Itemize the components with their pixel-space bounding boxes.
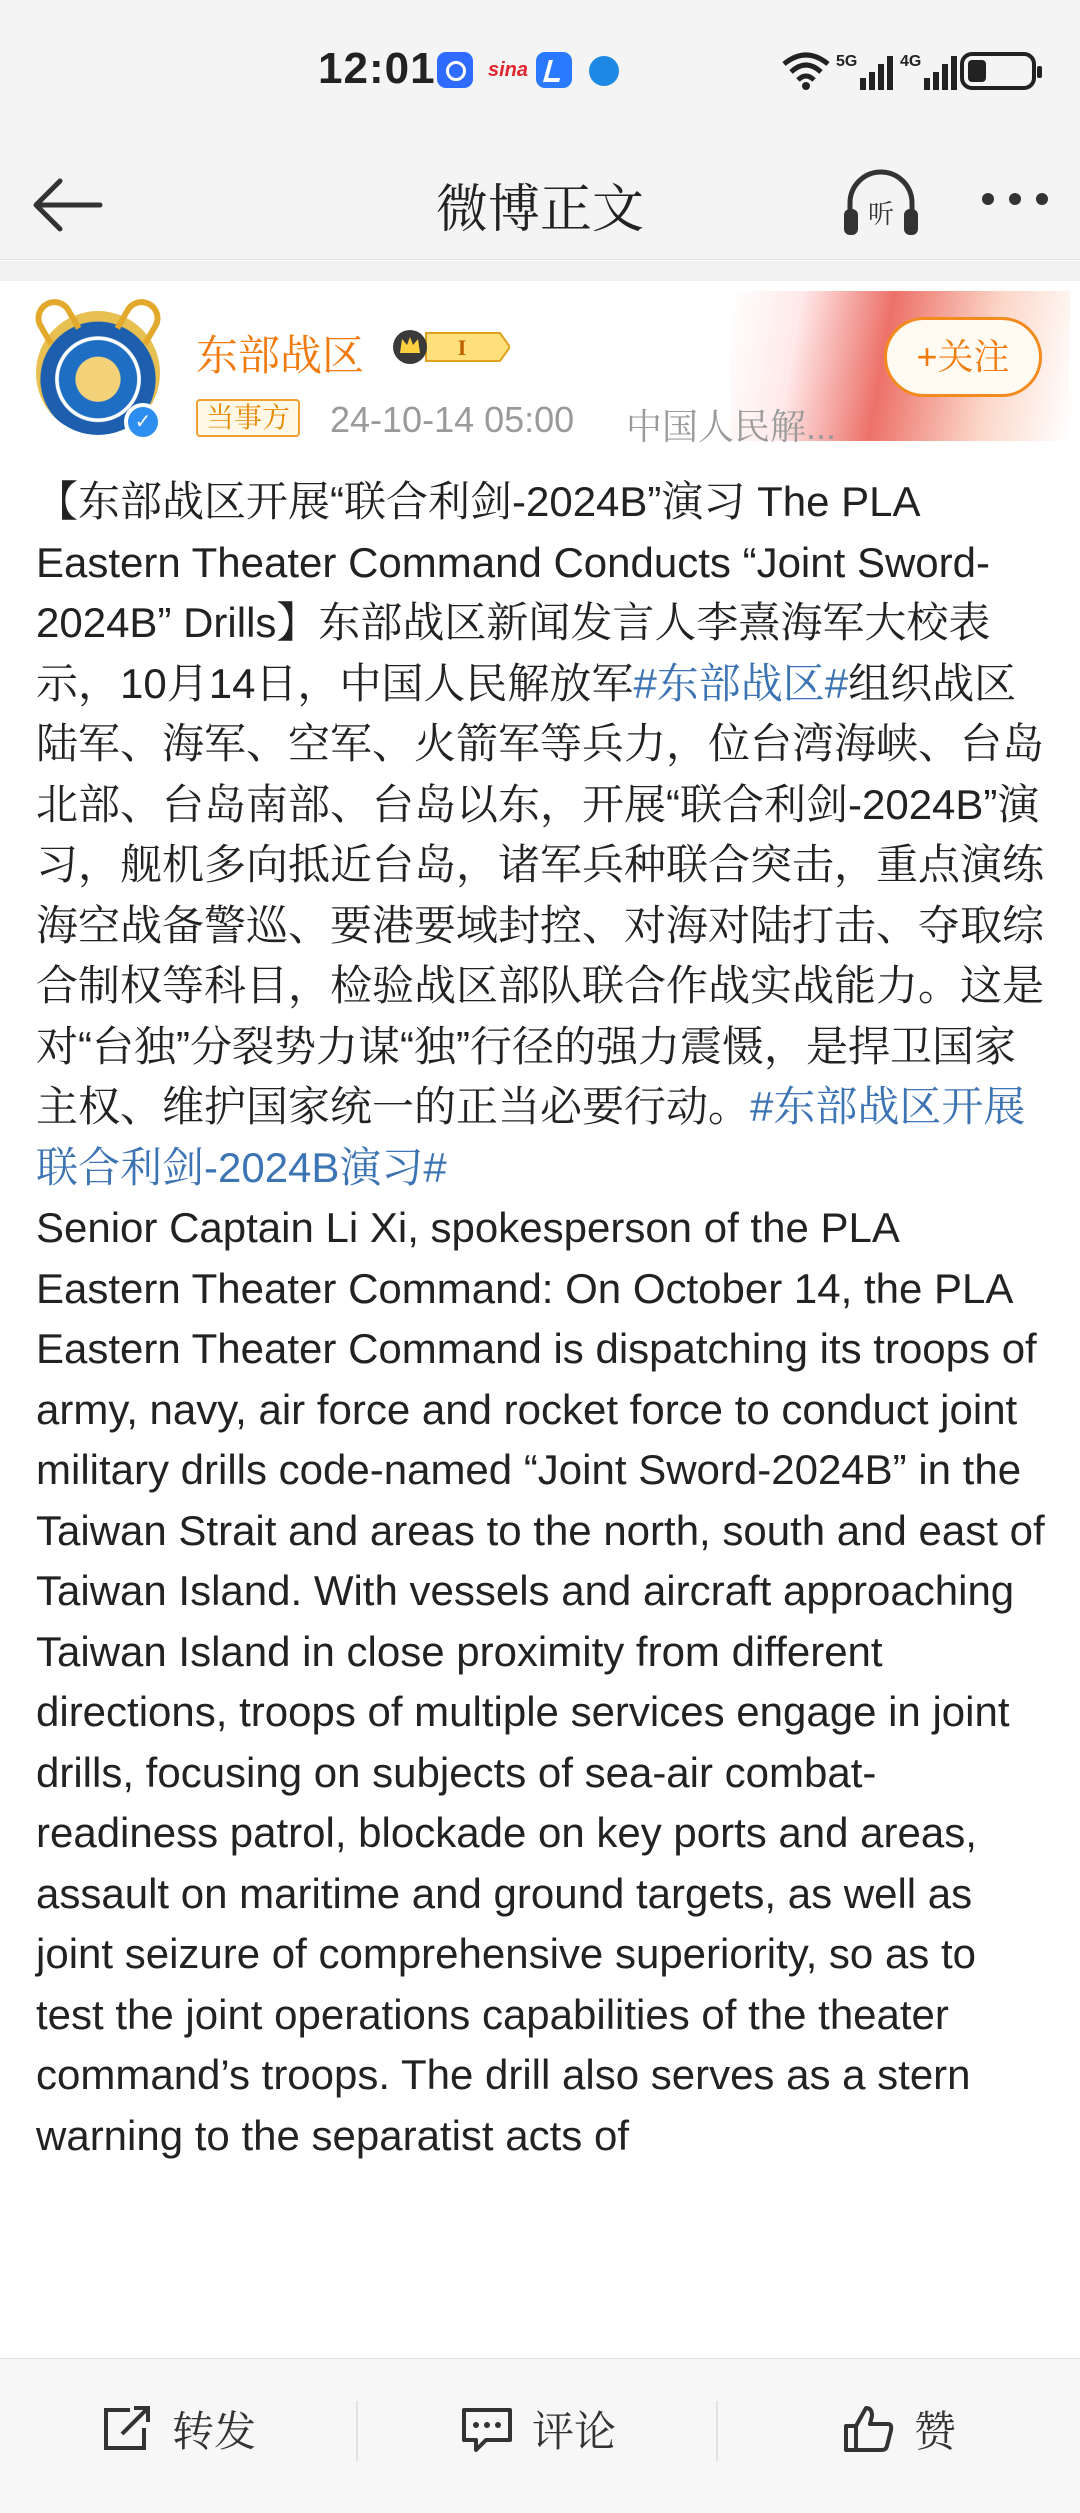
post-text-cn-2: 】东部战区新闻发言人李熹海军大校表示，10月14日，中国人民解放军 xyxy=(36,599,991,707)
globe-notification-icon xyxy=(589,56,619,86)
status-badge: 当事方 xyxy=(196,399,300,437)
post-title-en: The PLA Eastern Theater Command Conducts “Joint Sword-2024B” Drills xyxy=(36,478,990,646)
page-title: 微博正文 xyxy=(435,181,644,239)
network-5g-label: 5G xyxy=(836,53,858,70)
post-text-en: Senior Captain Li Xi, spokesperson of the PLA Eastern Theater Command: On October 14, the PLA Eastern Theater Command is dispatching its troops of army, navy, air force and rocket force to conduct joint military drills code-named “Joint Sword-2024B” in the Taiwan Strait and areas to the north, south and east of Taiwan Island. With vessels and aircraft approaching Taiwan Island in close proximity from different directions, troops of multiple services engage in joint drills, focusing on subjects of sea-air combat-readiness patrol, blockade on key ports and areas, assault on maritime and ground targets, as well as joint seizure of comprehensive superiority, so as to test the joint operations capabilities of the theater command’s troops. The drill also serves as a stern warning to the separatist acts of xyxy=(36,1204,1045,2159)
more-options-icon[interactable] xyxy=(978,189,1052,209)
hashtag-link[interactable]: #东部战区# xyxy=(633,659,849,707)
like-label: 赞 xyxy=(914,2408,957,2455)
comment-label: 评论 xyxy=(532,2408,617,2455)
check-app-notification-icon xyxy=(536,52,572,88)
section-divider xyxy=(0,261,1080,281)
status-bar xyxy=(0,0,1080,145)
hashtag-link[interactable]: #东部战区开展联合利剑-2024B演习# xyxy=(36,1083,1026,1191)
post-header xyxy=(0,281,1080,461)
signal-4g-icon xyxy=(900,50,958,92)
vip-level: I xyxy=(457,335,467,360)
status-time: 12:01 xyxy=(318,44,436,93)
follow-button[interactable]: +关注 xyxy=(884,317,1042,397)
like-button[interactable] xyxy=(842,2399,956,2459)
post-text-cn-1: 【东部战区开展“联合利剑-2024B”演习 xyxy=(36,478,746,525)
sina-notification-icon: sina xyxy=(488,59,529,81)
signal-5g-icon xyxy=(836,50,894,92)
comment-button[interactable] xyxy=(460,2399,616,2459)
verified-badge-icon: ✓ xyxy=(124,403,162,441)
network-4g-label: 4G xyxy=(900,53,922,70)
post-source: 中国人民解... xyxy=(626,406,837,447)
listen-label: 听 xyxy=(867,200,895,230)
comment-icon xyxy=(460,2404,514,2454)
author-name[interactable]: 东部战区 xyxy=(196,332,365,379)
action-divider xyxy=(716,2401,718,2461)
app-notification-icon xyxy=(437,52,473,88)
nav-bar xyxy=(0,145,1080,260)
repost-label: 转发 xyxy=(172,2408,257,2455)
headphones-listen-icon[interactable] xyxy=(840,163,922,245)
vip-crown-badge-icon xyxy=(392,327,510,367)
battery-icon xyxy=(960,52,1036,90)
bottom-action-bar xyxy=(0,2358,1080,2513)
share-icon xyxy=(100,2404,154,2454)
action-divider xyxy=(356,2401,358,2461)
post-body xyxy=(36,472,1048,2166)
thumbs-up-icon xyxy=(842,2404,896,2454)
post-text-cn-3: 组织战区陆军、海军、空军、火箭军等兵力，位台湾海峡、台岛北部、台岛南部、台岛以东，开展“联合利剑-2024B”演习，舰机多向抵近台岛，诸军兵种联合突击，重点演练海空战备警巡、要港要域封控、对海对陆打击、夺取综合制权等科目，检验战区部队联合作战实战能力。这是对“台独”分裂势力谋“独”行径的强力震慑，是捍卫国家主权、维护国家统一的正当必要行动。 xyxy=(36,659,1045,1130)
wifi-icon xyxy=(780,50,832,90)
post-timestamp: 24-10-14 05:00 xyxy=(330,399,575,440)
repost-button[interactable] xyxy=(100,2399,256,2459)
